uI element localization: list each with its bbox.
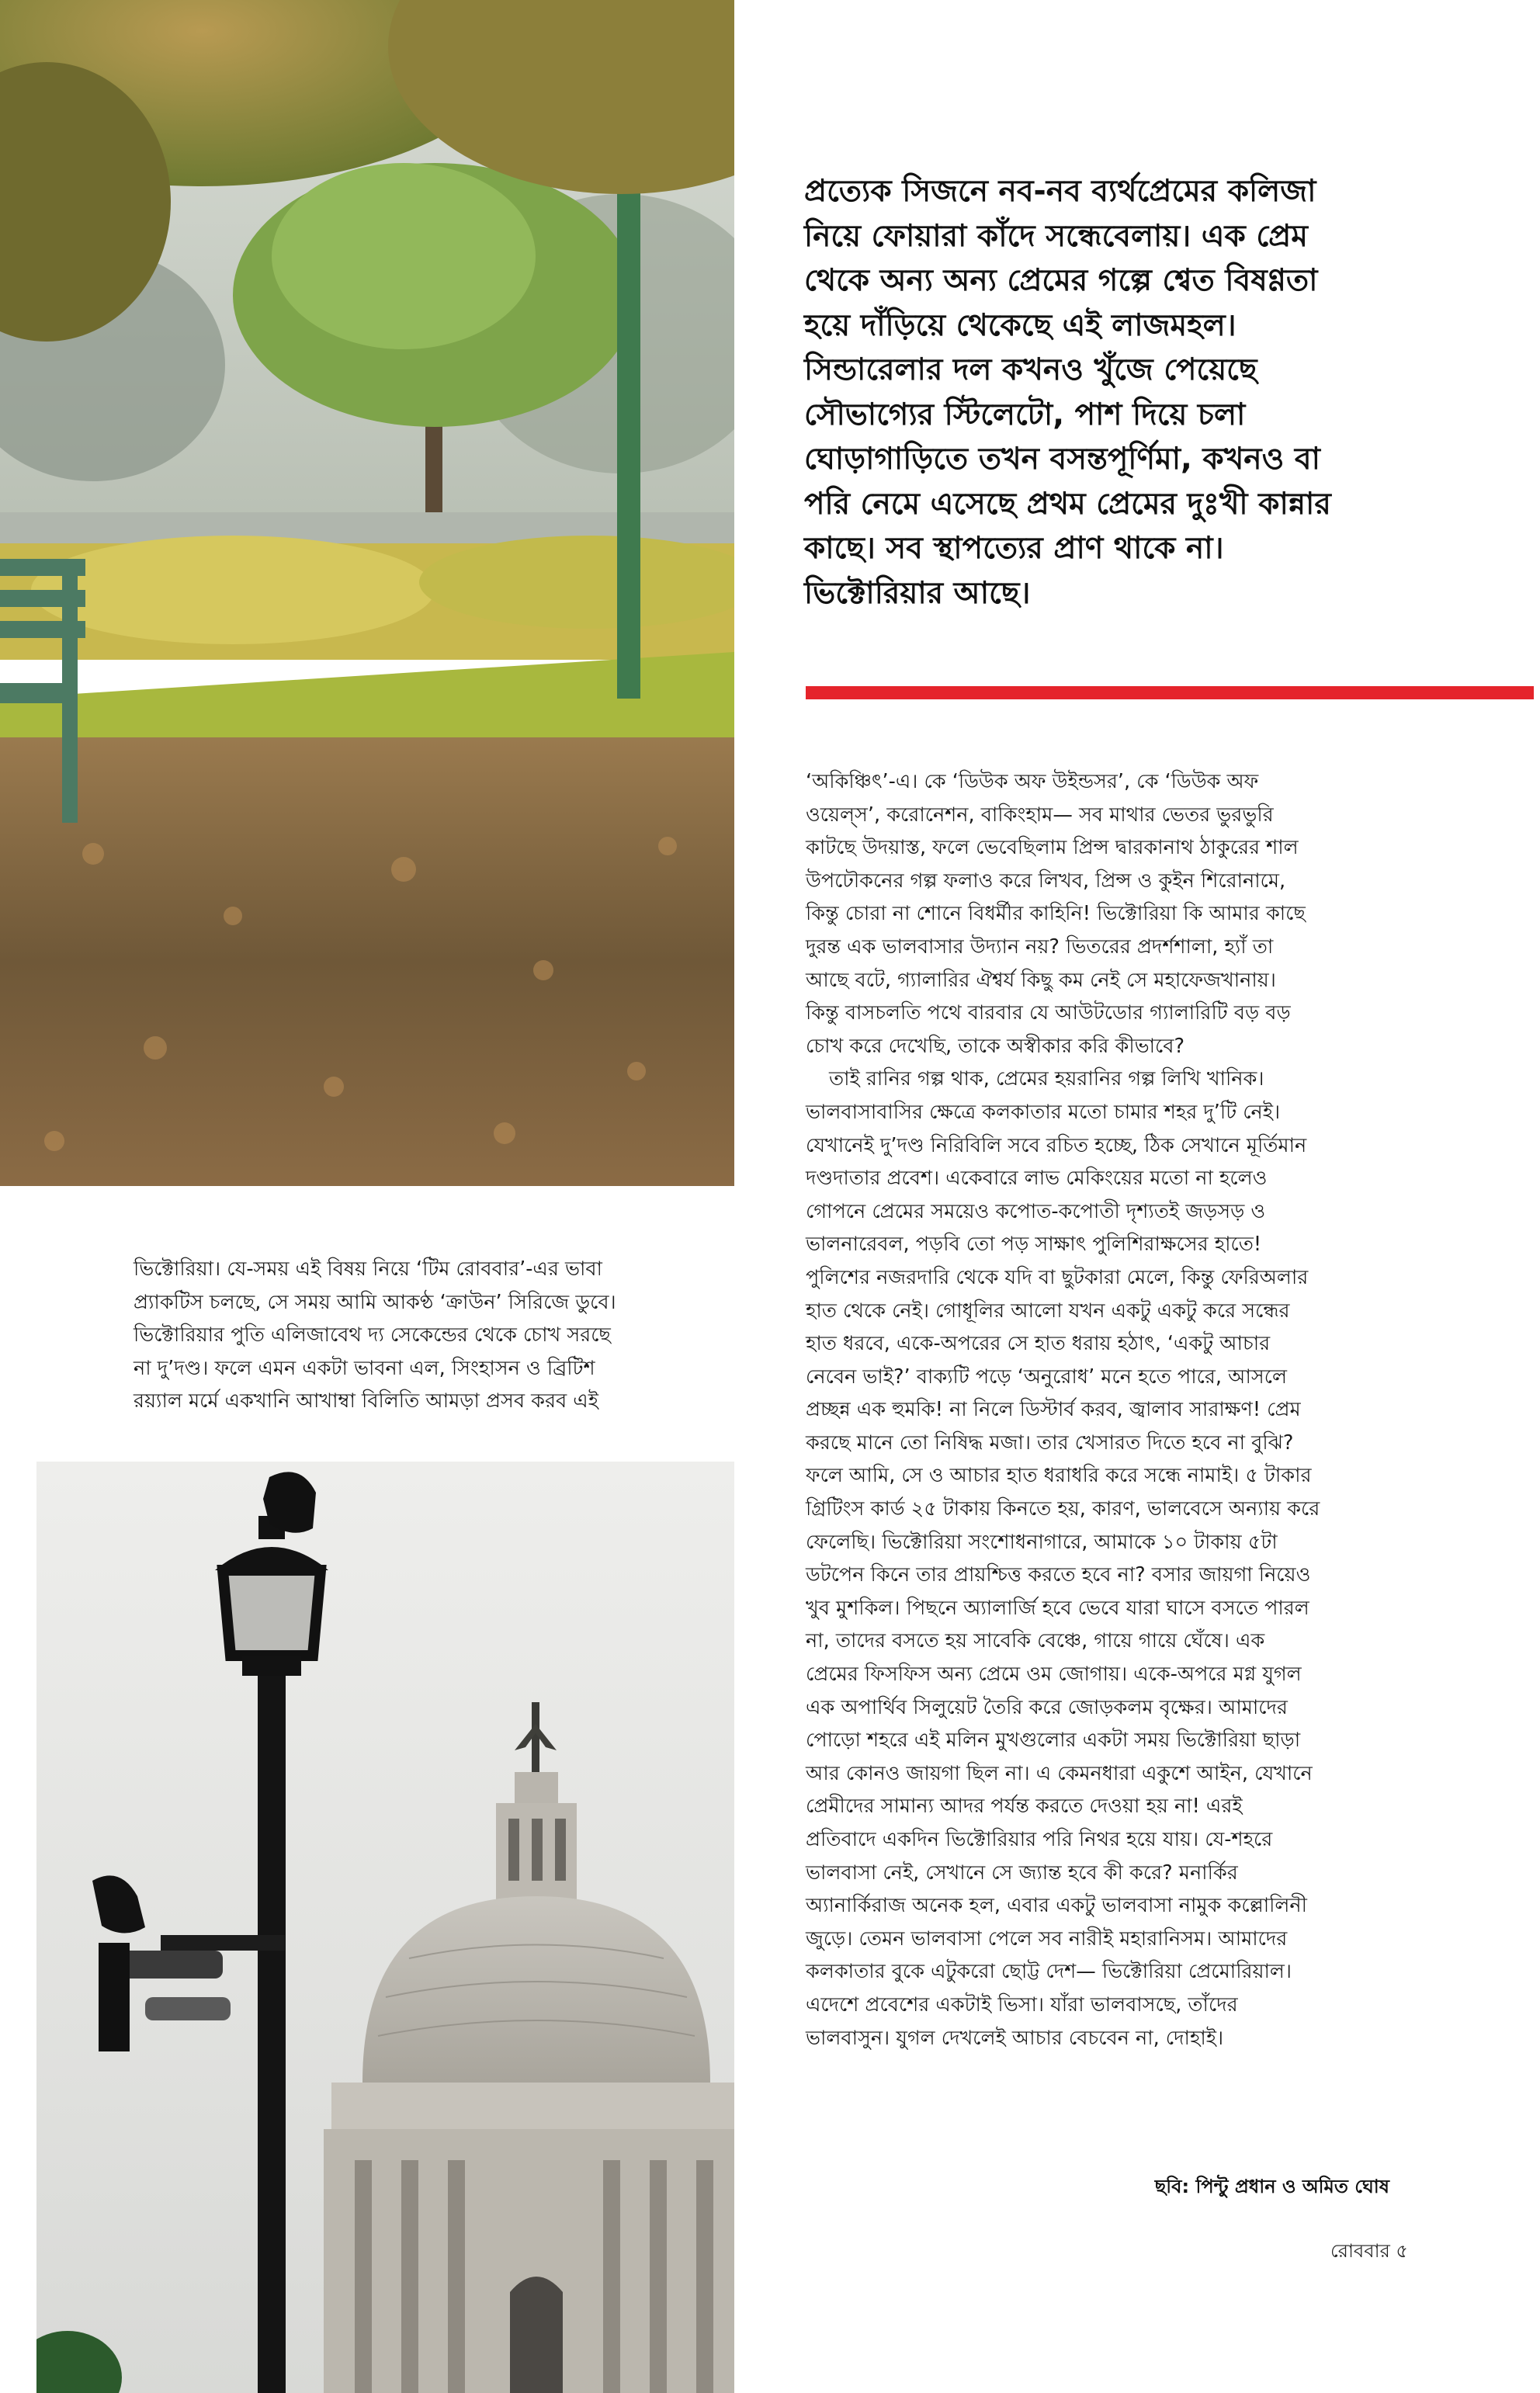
body-line: আর কোনও জায়গা ছিল না। এ কেমনধারা একুশে আইন, যেখানে (806, 1761, 1313, 1785)
body-line: করছে মানে তো নিষিদ্ধ মজা। তার খেসারত দিতে হবে না বুঝি? (806, 1431, 1294, 1455)
photo-credit: ছবি: পিন্টু প্রধান ও অমিত ঘোষ (1154, 2176, 1389, 2197)
body-line: পুলিশের নজরদারি থেকে যদি বা ছুটকারা মেলে, কিন্তু ফেরিঅলার (806, 1265, 1309, 1289)
body-line: ভালনারেবল, পড়বি তো পড় সাক্ষাৎ পুলিশিরাক্ষসের হাতে! (806, 1233, 1262, 1257)
body-line: জুড়ে। তেমন ভালবাসা পেলে সব নারীই মহারানিসম। আমাদের (806, 1927, 1288, 1951)
body-line: উপঢৌকনের গল্প ফলাও করে লিখব, প্রিন্স ও কুইন শিরোনামে, (806, 869, 1286, 893)
body-line: প্রেমের ফিসফিস অন্য প্রেমে ওম জোগায়। একে-অপরে মগ্ন যুগল (806, 1663, 1302, 1687)
pull-quote-line: ঘোড়াগাড়িতে তখন বসন্তপূর্ণিমা, কখনও বা (804, 442, 1320, 477)
body-line: নেবেন ভাই?’ বাক্যটি পড়ে ‘অনুরোধ’ মনে হতে পারে, আসলে (806, 1365, 1287, 1389)
body-line: ডটপেন কিনে তার প্রায়শ্চিত্ত করতে হবে না? বসার জায়গা নিয়েও (806, 1563, 1311, 1587)
body-line: প্রতিবাদে একদিন ভিক্টোরিয়ার পরি নিথর হয়ে যায়। যে-শহরে (806, 1828, 1273, 1851)
pull-quote-line: সৌভাগ্যের স্টিলেটো, পাশ দিয়ে চলা (804, 397, 1246, 432)
body-line: কিন্তু চোরা না শোনে বিধর্মীর কাহিনি! ভিক্টোরিয়া কি আমার কাছে (806, 902, 1306, 926)
pull-quote-line: পরি নেমে এসেছে প্রথম প্রেমের দুঃখী কান্নার (804, 486, 1331, 522)
red-divider-rule (806, 686, 1534, 699)
pull-quote-line: থেকে অন্য অন্য প্রেমের গল্পে শ্বেত বিষণ্ণতা (804, 263, 1318, 298)
pull-quote-line: ভিক্টোরিয়ার আছে। (804, 575, 1031, 611)
body-line: না, তাদের বসতে হয় সাবেকি বেঞ্চে, গায়ে গায়ে ঘেঁষে। এক (806, 1629, 1265, 1653)
left-column-line: ভিক্টোরিয়া। যে-সময় এই বিষয় নিয়ে ‘টিম রোববার’-এর ভাবা (134, 1257, 602, 1281)
body-line: এক অপার্থিব সিলুয়েট তৈরি করে জোড়কলম বৃক্ষের। আমাদের (806, 1695, 1288, 1719)
body-line: প্রেমীদের সামান্য আদর পর্যন্ত করতে দেওয়া হয় না! এরই (806, 1795, 1243, 1819)
body-line: হাত ধরবে, একে-অপরের সে হাত ধরায় হঠাৎ, ‘একটু আচার (806, 1332, 1271, 1356)
body-line: চোখ করে দেখেছি, তাকে অস্বীকার করি কীভাবে? (806, 1034, 1185, 1058)
body-line: গ্রিটিংস কার্ড ২৫ টাকায় কিনতে হয়, কারণ, ভালবেসে অন্যায় করে (806, 1497, 1320, 1521)
body-line: ‘অকিঞ্চিৎ’-এ। কে ‘ডিউক অফ উইন্ডসর’, কে ‘ডিউক অফ (806, 770, 1259, 793)
pull-quote-line: নিয়ে ফোয়ারা কাঁদে সন্ধেবেলায়। এক প্রেম (804, 218, 1308, 254)
park-photo (0, 0, 734, 1186)
left-column-line: রয়্যাল মর্মে একখানি আখাম্বা বিলিতি আমড়া প্রসব করব এই (134, 1389, 598, 1413)
body-line: কিন্তু বাসচলতি পথে বারবার যে আউটডোর গ্যালারিটি বড় বড় (806, 1001, 1291, 1025)
body-line: এদেশে প্রবেশের একটাই ভিসা। যাঁরা ভালবাসছে, তাঁদের (806, 1992, 1238, 2017)
body-line: কলকাতার বুকে এটুকরো ছোট্ট দেশ— ভিক্টোরিয়া প্রেমোরিয়াল। (806, 1960, 1292, 1984)
body-line: কাটছে উদয়াস্ত, ফলে ভেবেছিলাম প্রিন্স দ্বারকানাথ ঠাকুরের শাল (806, 836, 1299, 860)
body-line: হাত থেকে নেই। গোধূলির আলো যখন একটু একটু করে সন্ধের (806, 1299, 1290, 1323)
body-line: অ্যানার্কিরাজ অনেক হল, এবার একটু ভালবাসা নামুক কল্লোলিনী (806, 1894, 1307, 1918)
pull-quote-line: কাছে। সব স্থাপত্যের প্রাণ থাকে না। (804, 531, 1224, 566)
article-body (806, 765, 1427, 2055)
body-line: খুব মুশকিল। পিছনে অ্যালার্জি হবে ভেবে যারা ঘাসে বসতে পারল (806, 1596, 1309, 1620)
body-line: আছে বটে, গ্যালারির ঐশ্বর্য কিছু কম নেই সে মহাফেজখানায়। (806, 968, 1276, 992)
body-line: প্রচ্ছন্ন এক হুমকি! না নিলে ডিস্টার্ব করব, জ্বালাব সারাক্ষণ! প্রেম (806, 1398, 1301, 1422)
pull-quote-line: হয়ে দাঁড়িয়ে থেকেছে এই লাজমহল। (804, 307, 1237, 343)
body-line: ফলে আমি, সে ও আচার হাত ধরাধরি করে সন্ধে নামাই। ৫ টাকার (806, 1464, 1312, 1488)
body-line: গোপনে প্রেমের সময়েও কপোত-কপোতী দৃশ্যতই জড়সড় ও (806, 1199, 1266, 1223)
pull-quote-line: সিন্ডারেলার দল কখনও খুঁজে পেয়েছে (804, 352, 1257, 387)
memorial-lamp-photo (36, 1462, 734, 2393)
page-folio: রোববার ৫ (1330, 2240, 1408, 2262)
left-column-line: ভিক্টোরিয়ার পুতি এলিজাবেথ দ্য সেকেন্ডের থেকে চোখ সরছে (134, 1323, 611, 1347)
memorial-lamp-photo-illustration (36, 1462, 734, 2393)
body-line: দুরন্ত এক ভালবাসার উদ্যান নয়? ভিতরের প্রদর্শশালা, হ্যাঁ তা (806, 935, 1274, 959)
pull-quote (804, 169, 1487, 616)
park-photo-illustration (0, 0, 734, 1186)
left-column-line: না দু’দণ্ড। ফলে এমন একটা ভাবনা এল, সিংহাসন ও ব্রিটিশ (134, 1356, 595, 1380)
body-line: ভালবাসুন। যুগল দেখলেই আচার বেচবেন না, দোহাই। (806, 2026, 1224, 2050)
pull-quote-line: প্রত্যেক সিজনে নব-নব ব্যর্থপ্রেমের কলিজা (804, 174, 1316, 209)
body-line: ভালবাসাবাসির ক্ষেত্রে কলকাতার মতো চামার শহর দু’টি নেই। (806, 1100, 1281, 1124)
body-line: তাই রানির গল্প থাক, প্রেমের হয়রানির গল্প লিখি খানিক। (829, 1067, 1264, 1091)
body-line: ওয়েল্‌স’, করোনেশন, বাকিংহাম— সব মাথার ভেতর ভুরভুরি (806, 803, 1274, 827)
body-line: যেখানেই দু’দণ্ড নিরিবিলি সবে রচিত হচ্ছে, ঠিক সেখানে মূর্তিমান (806, 1133, 1307, 1157)
body-line: ভালবাসা নেই, সেখানে সে জ্যান্ত হবে কী করে? মনার্কির (806, 1861, 1238, 1885)
body-line: পোড়ো শহরে এই মলিন মুখগুলোর একটা সময় ভিক্টোরিয়া ছাড়া (806, 1729, 1301, 1753)
body-line: ফেলেছি। ভিক্টোরিয়া সংশোধনাগারে, আমাকে ১০ টাকায় ৫টা (806, 1530, 1278, 1554)
left-column-text (134, 1253, 712, 1418)
body-line: দণ্ডদাতার প্রবেশ। একেবারে লাভ মেকিংয়ের মতো না হলেও (806, 1167, 1268, 1191)
left-column-line: প্র্যাকটিস চলছে, সে সময় আমি আকণ্ঠ ‘ক্রাউন’ সিরিজে ডুবে। (134, 1290, 616, 1314)
